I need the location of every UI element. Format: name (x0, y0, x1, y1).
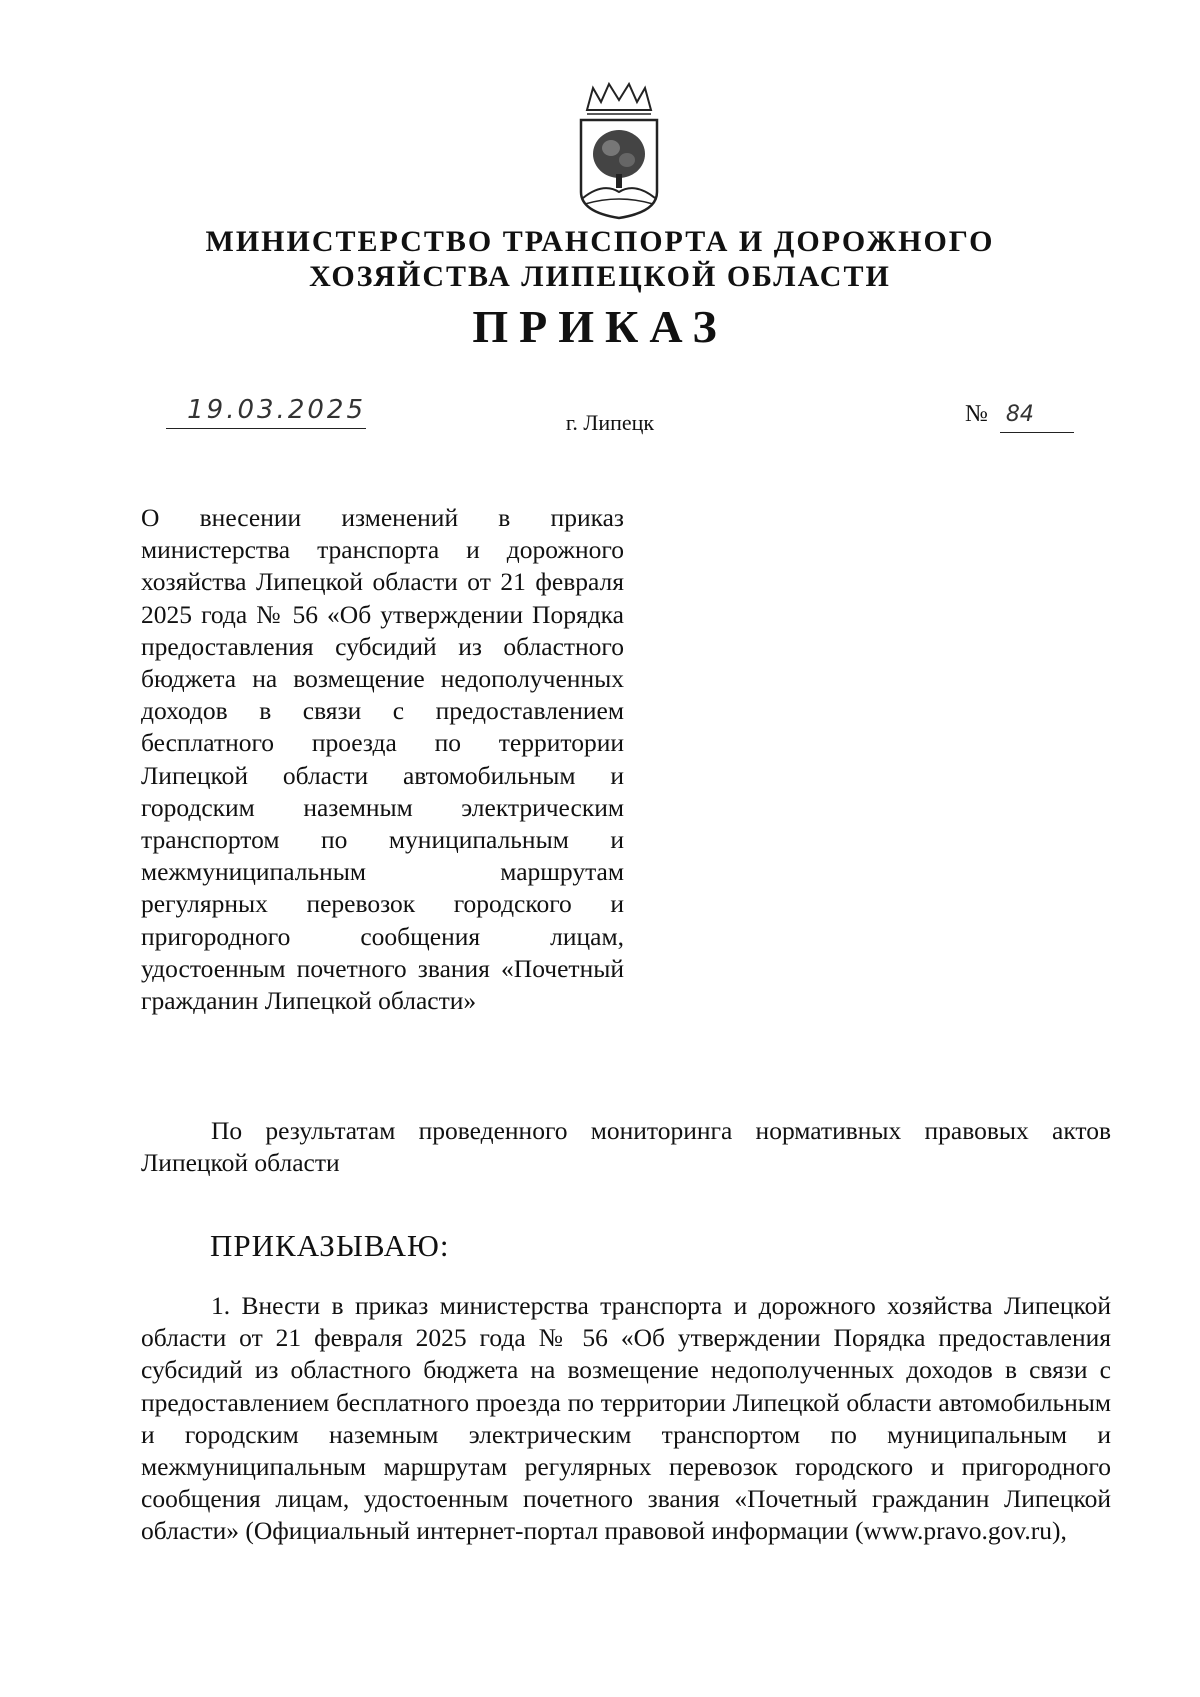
order-subject: О внесении изменений в приказ министерства транспорта и дорожного хозяйства Липецкой области от 21 февраля 2025 года № 56 «Об утверждении Порядка предоставления субсидий из областного бюджета на возмещение недополученных доходов в связи с предоставлением бесплатного проезда по территории Липецкой области автомобильным и городским наземным электрическим транспортом по муниципальным и межмуниципальным маршрутам регулярных перевозок городского и пригородного сообщения лицам, удостоенным почетного звания «Почетный гражданин Липецкой области» (141, 503, 624, 1016)
order-basis-paragraph: По результатам проведенного мониторинга нормативных правовых актов Липецкой области (141, 1116, 1111, 1178)
order-number-block (965, 397, 1074, 432)
ministry-name-line-1: МИНИСТЕРСТВО ТРАНСПОРТА И ДОРОЖНОГО (205, 225, 995, 258)
city-label: г. Липецк (565, 410, 655, 435)
order-number: 84 (1000, 397, 1074, 433)
number-sign-label: № (965, 401, 988, 427)
order-verb-heading: ПРИКАЗЫВАЮ: (210, 1228, 450, 1263)
order-paragraph-1: 1. Внести в приказ министерства транспорта и дорожного хозяйства Липецкой области от 21 февраля 2025 года № 56 «Об утверждении Порядка предоставления субсидий из областного бюджета на возмещение недополученных доходов в связи с предоставлением бесплатного проезда по территории Липецкой области автомобильным и городским наземным электрическим транспортом по муниципальным и межмуниципальным маршрутам регулярных перевозок городского и пригородного сообщения лицам, удостоенным почетного звания «Почетный гражданин Липецкой области» (Официальный интернет-портал правовой информации (www.pravo.gov.ru), (141, 1291, 1111, 1546)
document-type-title: ПРИКАЗ (472, 301, 728, 352)
coat-of-arms-icon (573, 82, 665, 220)
order-date: 19.03.2025 (166, 393, 366, 429)
ministry-name-line-2: ХОЗЯЙСТВА ЛИПЕЦКОЙ ОБЛАСТИ (309, 260, 891, 293)
